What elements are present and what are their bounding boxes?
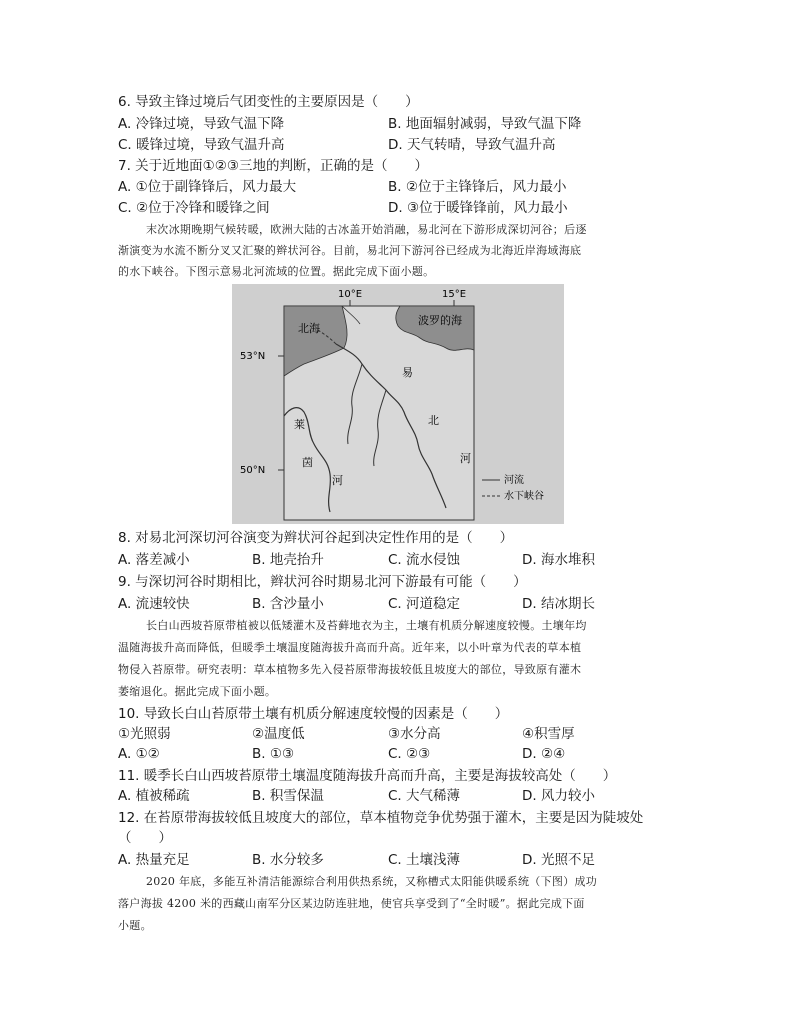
q6-stem: 6. 导致主锋过境后气团变性的主要原因是（ ） [118, 94, 419, 110]
q6-option-b: B. 地面辐射减弱，导致气温下降 [388, 116, 582, 132]
q6-option-c: C. 暖锋过境，导致气温升高 [118, 137, 285, 153]
q10-option-b: B. ①③ [252, 746, 295, 762]
north-sea-label: 北海 [298, 322, 320, 335]
lat-50n-label: 50°N [240, 465, 266, 476]
q12-option-c: C. 土壤浅薄 [388, 852, 461, 868]
q9-option-a: A. 流速较快 [118, 596, 190, 612]
q10-item-3: ③水分高 [388, 726, 441, 742]
baltic-sea-label: 波罗的海 [418, 314, 462, 327]
passage3-line-2: 落户海拔 4200 米的西藏山南军分区某边防连驻地，使官兵享受到了“全时暖”。据此完成下面 [118, 897, 585, 910]
q7-option-a: A. ①位于副锋锋后，风力最大 [118, 179, 297, 195]
passage3-line-1: 2020 年底，多能互补清洁能源综合利用供热系统，又称槽式太阳能供暖系统（下图）成功 [146, 875, 598, 888]
lon-15e-label: 15°E [441, 289, 467, 300]
q7-option-b: B. ②位于主锋锋后，风力最小 [388, 179, 567, 195]
passage2-line-4: 萎缩退化。据此完成下面小题。 [118, 685, 277, 698]
rhine-label-3: 河 [332, 474, 343, 487]
passage1-line-3: 的水下峡谷。下图示意易北河流域的位置。据此完成下面小题。 [118, 265, 435, 278]
q7-option-d: D. ③位于暖锋锋前，风力最小 [388, 200, 568, 216]
q8-option-c: C. 流水侵蚀 [388, 552, 461, 568]
q9-option-d: D. 结冰期长 [522, 596, 595, 612]
passage1-line-2: 渐演变为水流不断分叉又汇聚的辫状河谷。目前，易北河下游河谷已经成为北海近岸海域海底 [118, 244, 582, 257]
q7-stem: 7. 关于近地面①②③三地的判断，正确的是（ ） [118, 158, 428, 174]
rhine-label-2: 茵 [302, 456, 313, 469]
q11-option-c: C. 大气稀薄 [388, 788, 461, 804]
elbe-label-2: 北 [428, 414, 439, 427]
elbe-label-3: 河 [460, 452, 471, 465]
passage1-line-1: 末次冰期晚期气候转暖，欧洲大陆的古冰盖开始消融，易北河在下游形成深切河谷；后逐 [146, 223, 587, 236]
q9-option-b: B. 含沙量小 [252, 596, 324, 612]
q11-option-b: B. 积雪保温 [252, 788, 324, 804]
passage2-line-3: 物侵入苔原带。研究表明：草本植物多先入侵苔原带海拔较低且坡度大的部位，导致原有灌木 [118, 663, 582, 676]
q9-stem: 9. 与深切河谷时期相比，辫状河谷时期易北河下游最有可能（ ） [118, 574, 527, 590]
lon-10e-label: 10°E [337, 289, 363, 300]
q10-option-a: A. ①② [118, 746, 160, 762]
q11-option-d: D. 风力较小 [522, 788, 595, 804]
q10-stem: 10. 导致长白山苔原带土壤有机质分解速度较慢的因素是（ ） [118, 706, 509, 722]
elbe-map [232, 284, 564, 524]
q10-option-c: C. ②③ [388, 746, 431, 762]
q6-option-a: A. 冷锋过境，导致气温下降 [118, 116, 285, 132]
q11-option-a: A. 植被稀疏 [118, 788, 190, 804]
passage2-line-2: 温随海拔升高而降低，但暖季土壤温度随海拔升高而升高。近年来，以小叶章为代表的草本植 [118, 641, 582, 654]
lat-53n-label: 53°N [240, 351, 266, 362]
q6-option-d: D. 天气转晴，导致气温升高 [388, 137, 556, 153]
q10-option-d: D. ②④ [522, 746, 566, 762]
q8-stem: 8. 对易北河深切河谷演变为辫状河谷起到决定性作用的是（ ） [118, 530, 514, 546]
rhine-label-1: 莱 [294, 418, 305, 431]
legend-river-label: 河流 [504, 475, 524, 486]
q11-stem: 11. 暖季长白山西坡苔原带土壤温度随海拔升高而升高，主要是海拔较高处（ ） [118, 768, 617, 784]
q7-option-c: C. ②位于冷锋和暖锋之间 [118, 200, 270, 216]
q12-stem: 12. 在苔原带海拔较低且坡度大的部位，草本植物竞争优势强于灌木，主要是因为陡坡处 [118, 810, 644, 826]
q8-option-d: D. 海水堆积 [522, 552, 595, 568]
elbe-label-1: 易 [402, 366, 413, 379]
q12-answer-paren: （ ） [118, 830, 172, 846]
q12-option-b: B. 水分较多 [252, 852, 324, 868]
q12-option-d: D. 光照不足 [522, 852, 595, 868]
passage2-line-1: 长白山西坡苔原带植被以低矮灌木及苔藓地衣为主，土壤有机质分解速度较慢。土壤年均 [146, 619, 587, 632]
legend-canyon-label: 水下峡谷 [504, 491, 544, 502]
q12-option-a: A. 热量充足 [118, 852, 190, 868]
q10-item-4: ④积雪厚 [522, 726, 575, 742]
passage3-line-3: 小题。 [118, 919, 152, 932]
q8-option-a: A. 落差减小 [118, 552, 190, 568]
q9-option-c: C. 河道稳定 [388, 596, 461, 612]
q10-item-1: ①光照弱 [118, 726, 171, 742]
elbe-map-figure [232, 284, 564, 524]
q8-option-b: B. 地壳抬升 [252, 552, 324, 568]
q10-item-2: ②温度低 [252, 726, 305, 742]
